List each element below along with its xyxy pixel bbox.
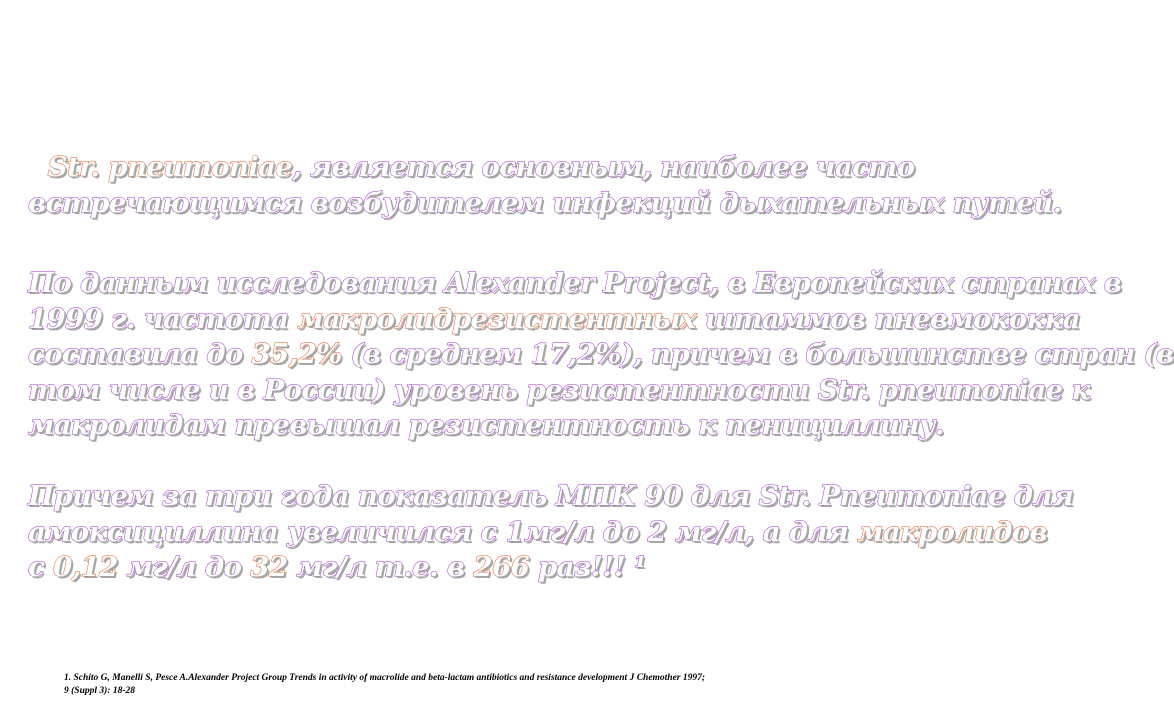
footnote-line: 1. Schito G, Manelli S, Pesce A.Alexander Project Group Trends in activity of macrolide and beta-lactam antibiotics and resistance development J Chemother 1997; xyxy=(64,673,706,683)
highlighted-text: Str. pneumoniae xyxy=(47,151,293,183)
paragraph-line xyxy=(28,550,934,586)
paragraph-line xyxy=(28,186,1062,222)
text-segment: 1999 г. частота xyxy=(28,302,298,335)
footnote-reference xyxy=(64,672,894,698)
paragraph-line xyxy=(28,150,934,186)
text-segment: , является основным, наиболее часто xyxy=(292,151,915,183)
text-segment: мг/л до xyxy=(117,551,251,583)
paragraph-line xyxy=(28,266,1122,302)
paragraph-line xyxy=(28,479,1074,515)
paragraph-line xyxy=(28,302,1080,338)
text-segment: мг/л т.е. в xyxy=(287,551,474,583)
highlighted-text: макролидов xyxy=(857,515,1047,548)
paragraph-pathogen-statement xyxy=(28,150,1062,221)
text-segment: составила до xyxy=(28,338,252,370)
footnote-line: 9 (Suppl 3): 18-28 xyxy=(64,686,135,696)
highlighted-text: макролидрезистентных xyxy=(297,302,696,335)
highlighted-text: 32 xyxy=(250,551,288,583)
text-segment: По данным исследования Alexander Project, в Европейских странах в xyxy=(28,267,1122,299)
paragraph-alexander-project xyxy=(28,266,1174,444)
text-segment: амоксициллина увеличился с 1мг/л до 2 мг/л, а для xyxy=(28,515,858,548)
text-segment: Причем за три года показатель МПК 90 для Str. Pneumoniae для xyxy=(28,480,1074,512)
text-segment: раз!!! ¹ xyxy=(529,551,646,583)
text-segment: (в среднем 17,2%), причем в большинстве стран (в xyxy=(341,338,1174,370)
paragraph-line xyxy=(28,337,1174,373)
paragraph-line xyxy=(28,408,944,444)
paragraph-line xyxy=(28,515,1047,551)
highlighted-text: 35,2% xyxy=(251,338,342,370)
paragraph-mic90-increase xyxy=(28,479,1074,586)
text-segment: встречающимся возбудителем инфекций дыхательных путей. xyxy=(28,186,1062,219)
text-segment: макролидам превышал резистентность к пенициллину. xyxy=(28,409,944,441)
text-segment: том числе и в России) уровень резистентности Str. pneumoniae к xyxy=(28,373,1090,406)
highlighted-text: 0,12 xyxy=(53,551,118,583)
paragraph-line xyxy=(28,373,1090,409)
text-segment: штаммов пневмококка xyxy=(695,302,1080,335)
highlighted-text: 266 xyxy=(473,551,530,583)
text-segment: с xyxy=(28,551,54,583)
